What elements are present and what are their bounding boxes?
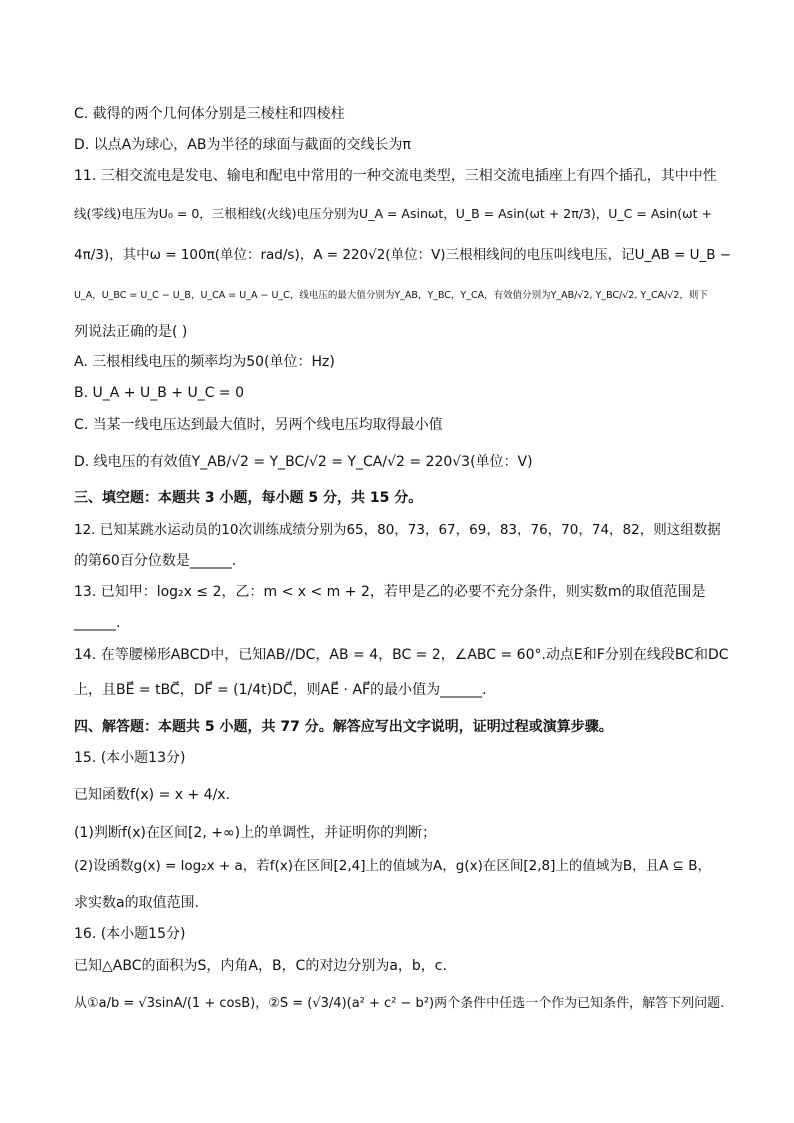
- question-11-line-4: U_A，U_BC = U_C − U_B，U_CA = U_A − U_C，线电压的最大值分别为Y_AB，Y_BC，Y_CA，有效值分别为Y_AB/√2, Y_BC/√2, Y_CA/√2，则下: [74, 290, 708, 301]
- question-16-title: 16. (本小题15分): [74, 926, 186, 942]
- question-12-line-2: 的第60百分位数是______.: [74, 553, 237, 569]
- question-11-line-2: 线(零线)电压为U₀ = 0，三根相线(火线)电压分别为U_A = Asinωt，U_B = Asin(ωt + 2π/3)，U_C = Asin(ωt +: [74, 206, 712, 221]
- question-13-line-1: 13. 已知甲：log₂x ≤ 2，乙：m < x < m + 2，若甲是乙的必要不充分条件，则实数m的取值范围是: [74, 584, 706, 600]
- question-16-stem: 已知△ABC的面积为S，内角A，B，C的对边分别为a，b，c.: [74, 958, 447, 974]
- question-16-conditions: 从①a/b = √3sinA/(1 + cosB)，②S = (√3/4)(a² + c² − b²)两个条件中任选一个作为已知条件，解答下列问题.: [74, 996, 725, 1011]
- question-15-part-2: (2)设函数g(x) = log₂x + a，若f(x)在区间[2,4]上的值域为A，g(x)在区间[2,8]上的值域为B，且A ⊆ B，: [74, 858, 712, 874]
- question-15-part-1: (1)判断f(x)在区间[2, +∞)上的单调性，并证明你的判断；: [74, 825, 437, 841]
- question-11-line-5: 列说法正确的是( ): [74, 324, 188, 340]
- question-13-line-2: ______.: [74, 615, 121, 631]
- question-14-line-2: 上，且BE⃗ = tBC⃗，DF⃗ = (1/4t)DC⃗，则AE⃗ · AF⃗的最小值为______.: [74, 682, 487, 698]
- question-15-part-2-end: 求实数a的取值范围.: [74, 895, 200, 911]
- option-11c: C. 当某一线电压达到最大值时，另两个线电压均取得最小值: [74, 417, 443, 433]
- section-3-heading: 三、填空题：本题共 3 小题，每小题 5 分，共 15 分。: [74, 490, 423, 506]
- question-14-line-1: 14. 在等腰梯形ABCD中，已知AB//DC，AB = 4，BC = 2，∠ABC = 60°.动点E和F分别在线段BC和DC: [74, 647, 729, 663]
- option-11a: A. 三根相线电压的频率均为50(单位：Hz): [74, 354, 335, 370]
- question-15-title: 15. (本小题13分): [74, 750, 186, 766]
- question-12-line-1: 12. 已知某跳水运动员的10次训练成绩分别为65，80，73，67，69，83，76，70，74，82，则这组数据: [74, 522, 721, 538]
- option-11b: B. U_A + U_B + U_C = 0: [74, 385, 245, 401]
- option-10d: D. 以点A为球心，AB为半径的球面与截面的交线长为π: [74, 137, 411, 153]
- option-11d: D. 线电压的有效值Y_AB/√2 = Y_BC/√2 = Y_CA/√2 = 220√3(单位：V): [74, 454, 533, 470]
- question-11-line-3: 4π/3)，其中ω = 100π(单位：rad/s)，A = 220√2(单位：V)三根相线间的电压叫线电压，记U_AB = U_B −: [74, 247, 732, 263]
- section-4-heading: 四、解答题：本题共 5 小题，共 77 分。解答应写出文字说明，证明过程或演算步骤。: [74, 719, 613, 735]
- question-15-stem: 已知函数f(x) = x + 4/x.: [74, 787, 231, 803]
- option-10c: C. 截得的两个几何体分别是三棱柱和四棱柱: [74, 106, 345, 122]
- question-11-line-1: 11. 三相交流电是发电、输电和配电中常用的一种交流电类型，三相交流电插座上有四个插孔，其中中性: [74, 168, 717, 184]
